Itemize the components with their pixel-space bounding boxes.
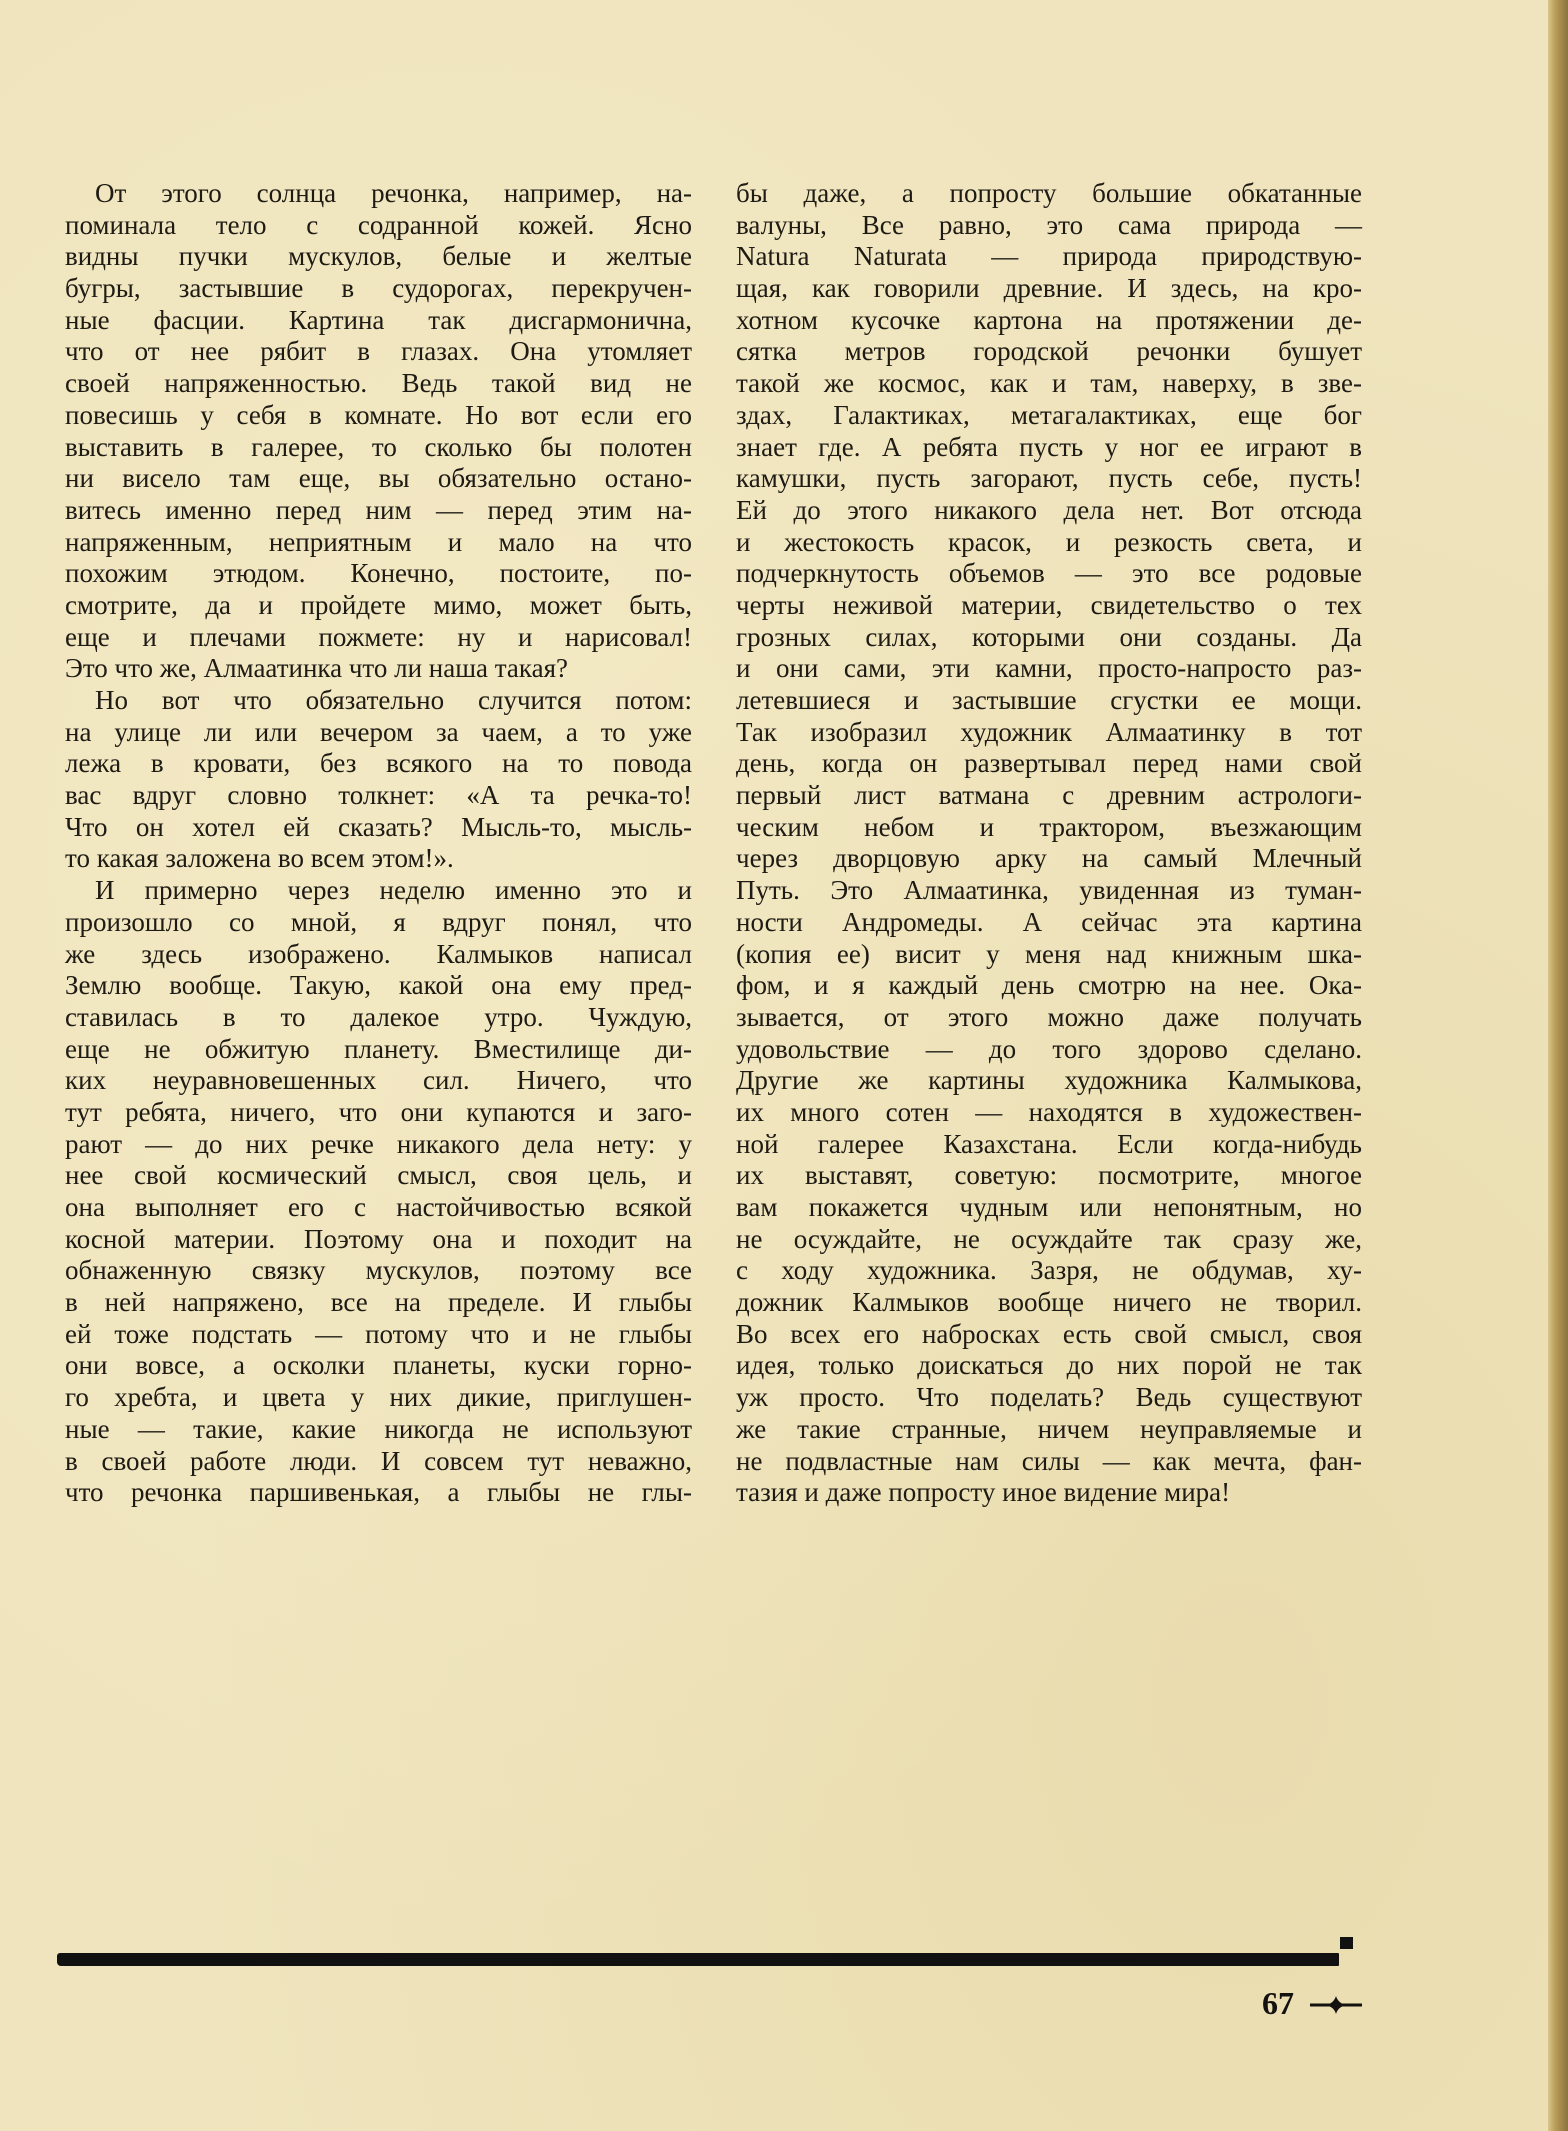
text-line: уж просто. Что поделать? Ведь существуют (736, 1382, 1362, 1413)
text-line: (копия ее) висит у меня над книжным шка- (736, 938, 1362, 969)
diamond-ornament-icon (1310, 1995, 1362, 2015)
text-line: бугры, застывшие в судорогах, перекручен- (65, 273, 692, 304)
text-line: тазия и даже попросту иное видение мира! (736, 1477, 1231, 1508)
text-line: Землю вообще. Такую, какой она ему пред- (65, 970, 692, 1001)
text-line: и они сами, эти камни, просто-напросто раз- (736, 653, 1362, 684)
text-line: косной материи. Поэтому она и походит на (65, 1223, 692, 1254)
text-line: первый лист ватмана с древним астрологи- (736, 780, 1362, 811)
footer-rule (57, 1953, 1339, 1966)
text-line: ной галерее Казахстана. Если когда-нибудь (736, 1128, 1362, 1159)
text-line: напряженным, неприятным и мало на что (65, 526, 692, 557)
text-line: произошло со мной, я вдруг понял, что (65, 906, 692, 937)
text-line: еще и плечами пожмете: ну и нарисовал! (65, 621, 692, 652)
text-line: в своей работе люди. И совсем тут неважно, (65, 1445, 692, 1476)
text-line: фом, и я каждый день смотрю на нее. Ока- (736, 970, 1362, 1001)
text-line: рают — до них речке никакого дела нету: у (65, 1128, 692, 1159)
text-line: знает где. А ребята пусть у ног ее играют в (736, 431, 1362, 462)
text-line: день, когда он развертывал перед нами свой (736, 748, 1362, 779)
text-line: сятка метров городской речонки бушует (736, 336, 1362, 367)
text-line: Путь. Это Алмаатинка, увиденная из туман- (736, 875, 1362, 906)
page-number: 67 (1262, 1985, 1294, 2021)
text-line: еще не обжитую планету. Вместилище ди- (65, 1033, 692, 1064)
text-line: Другие же картины художника Калмыкова, (736, 1065, 1362, 1096)
text-line: не осуждайте, не осуждайте так сразу же, (736, 1223, 1362, 1254)
text-line: же здесь изображено. Калмыков написал (65, 938, 692, 969)
text-line: же такие странные, ничем неуправляемые и (736, 1413, 1362, 1444)
text-line: Что он хотел ей сказать? Мысль-то, мысль- (65, 811, 692, 842)
text-line: ставилась в то далекое утро. Чуждую, (65, 1001, 692, 1032)
text-line: ческим небом и трактором, въезжающим (736, 811, 1362, 842)
text-line: обнаженную связку мускулов, поэтому все (65, 1255, 692, 1286)
text-line: повесишь у себя в комнате. Но вот если его (65, 399, 692, 430)
text-line: что от нее рябит в глазах. Она утомляет (65, 336, 692, 367)
text-line: ные фасции. Картина так дисгармонична, (65, 304, 692, 335)
text-line: что речонка паршивенькая, а глыбы не глы- (65, 1477, 692, 1508)
text-line: ких неуравновешенных сил. Ничего, что (65, 1065, 692, 1096)
text-column-right (736, 178, 1362, 1509)
text-line: ни висело там еще, вы обязательно остано- (65, 463, 692, 494)
text-line: то какая заложена во всем этом!». (65, 843, 454, 874)
text-line: черты неживой материи, свидетельство о тех (736, 589, 1362, 620)
text-line: в ней напряжено, все на пределе. И глыбы (65, 1287, 692, 1318)
text-line: своей напряженностью. Ведь такой вид не (65, 368, 692, 399)
text-line: витесь именно перед ним — перед этим на- (65, 494, 692, 525)
text-line: удовольствие — до того здорово сделано. (736, 1033, 1362, 1064)
text-line: дожник Калмыков вообще ничего не творил. (736, 1287, 1362, 1318)
text-line: хотном кусочке картона на протяжении де- (736, 304, 1362, 335)
text-line: с ходу художника. Зазря, не обдумав, ху- (736, 1255, 1362, 1286)
text-line: Это что же, Алмаатинка что ли наша такая? (65, 653, 568, 684)
text-line: на улице ли или вечером за чаем, а то уже (65, 716, 692, 747)
text-line: лежа в кровати, без всякого на то повода (65, 748, 692, 779)
text-line: здах, Галактиках, метагалактиках, еще бог (736, 399, 1362, 430)
text-line: идея, только доискаться до них порой не так (736, 1350, 1362, 1381)
text-line: она выполняет его с настойчивостью всякой (65, 1192, 692, 1222)
text-line: такой же космос, как и там, наверху, в зве- (736, 368, 1362, 399)
text-line: их выставят, советую: посмотрите, многое (736, 1160, 1362, 1191)
text-line: похожим этюдом. Конечно, постоите, по- (65, 558, 692, 589)
text-line: го хребта, и цвета у них дикие, приглушен- (65, 1382, 692, 1413)
footer-rule-cap (1340, 1937, 1353, 1949)
text-line: подчеркнутость объемов — это все родовые (736, 558, 1362, 589)
text-line: через дворцовую арку на самый Млечный (736, 843, 1362, 874)
text-line: выставить в галерее, то сколько бы полотен (65, 431, 692, 462)
text-line: валуны, Все равно, это сама природа — (736, 209, 1362, 240)
text-line: Во всех его набросках есть свой смысл, своя (736, 1318, 1362, 1349)
text-line: грозных силах, которыми они созданы. Да (736, 621, 1362, 652)
text-line: бы даже, а попросту большие обкатанные (736, 178, 1362, 208)
text-line: И примерно через неделю именно это и (95, 875, 692, 906)
text-line: ей тоже подстать — потому что и не глыбы (65, 1318, 692, 1349)
text-line: не подвластные нам силы — как мечта, фан- (736, 1445, 1362, 1476)
text-line: вам покажется чудным или непонятным, но (736, 1192, 1362, 1222)
text-column-left (65, 178, 692, 1509)
text-line: и жестокость красок, и резкость света, и (736, 526, 1362, 557)
text-line: они вовсе, а осколки планеты, куски горно- (65, 1350, 692, 1381)
text-line: тут ребята, ничего, что они купаются и заго- (65, 1096, 692, 1127)
text-line: щая, как говорили древние. И здесь, на кро- (736, 273, 1362, 304)
text-line: летевшиеся и застывшие сгустки ее мощи. (736, 685, 1362, 715)
text-line: камушки, пусть загорают, пусть себе, пусть! (736, 463, 1362, 494)
text-line: Ей до этого никакого дела нет. Вот отсюда (736, 494, 1362, 525)
text-line: Так изобразил художник Алмаатинку в тот (736, 716, 1362, 747)
text-line: их много сотен — находятся в художествен- (736, 1096, 1362, 1127)
text-line: поминала тело с содранной кожей. Ясно (65, 209, 692, 240)
text-line: Но вот что обязательно случится потом: (95, 685, 692, 715)
book-spine-edge (1548, 0, 1568, 2131)
text-line: смотрите, да и пройдете мимо, может быть, (65, 589, 692, 620)
text-line: вас вдруг словно толкнет: «А та речка-то! (65, 780, 692, 811)
text-line: От этого солнца речонка, например, на- (95, 178, 692, 208)
text-line: видны пучки мускулов, белые и желтые (65, 241, 692, 272)
text-line: нее свой космический смысл, своя цель, и (65, 1160, 692, 1191)
text-line: зывается, от этого можно даже получать (736, 1001, 1362, 1032)
text-line: Natura Naturata — природа природствую- (736, 241, 1362, 272)
text-line: ные — такие, какие никогда не используют (65, 1413, 692, 1444)
text-line: ности Андромеды. А сейчас эта картина (736, 906, 1362, 937)
